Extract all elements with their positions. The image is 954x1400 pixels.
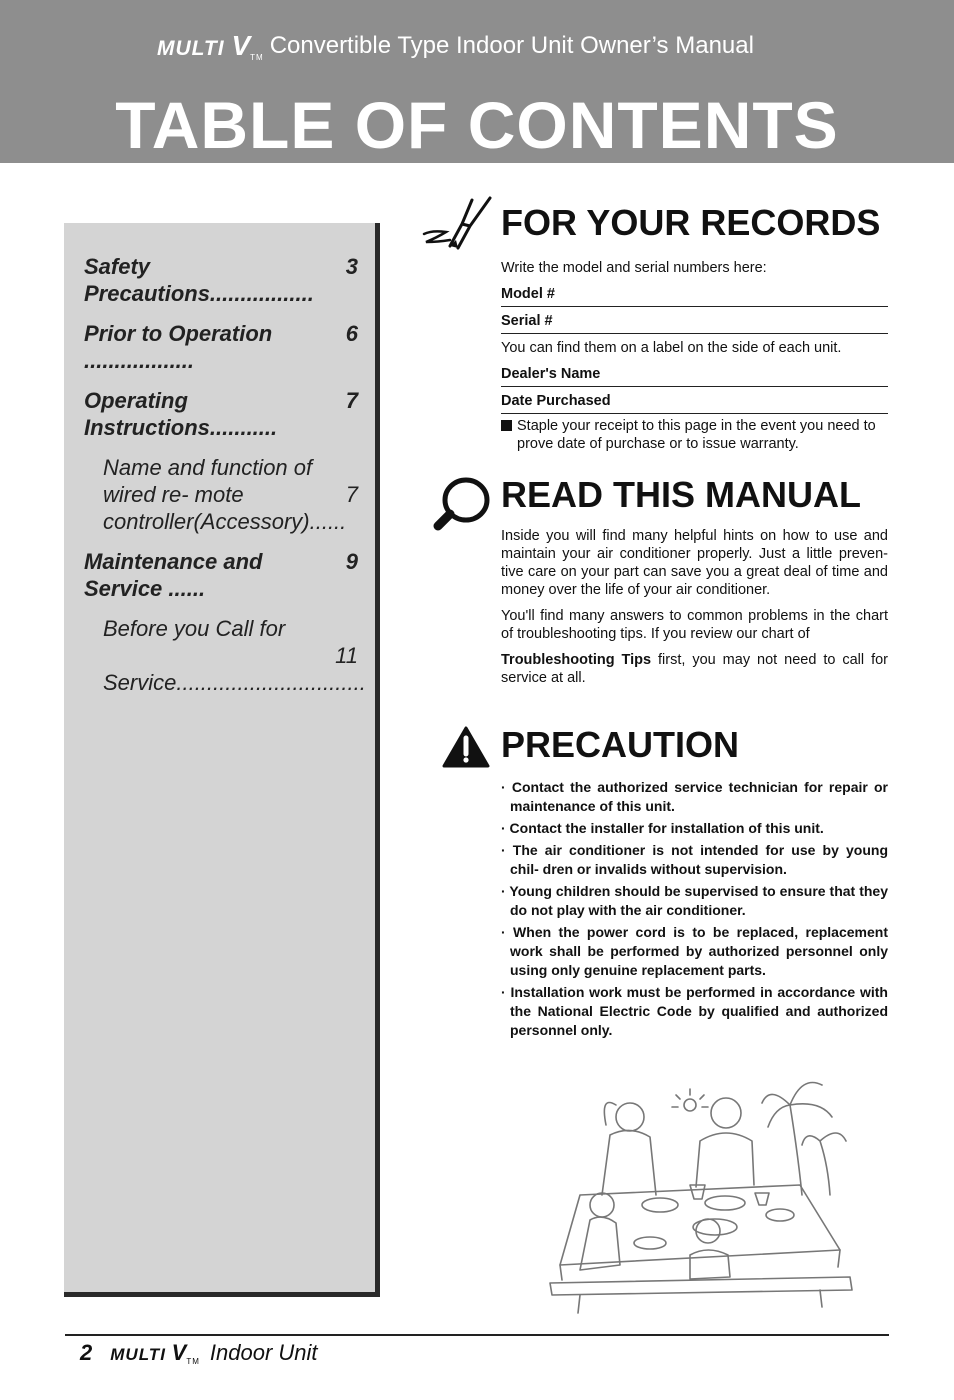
toc-page-number: 7: [345, 482, 358, 507]
toc-panel: [64, 223, 380, 1297]
precaution-item: · Contact the authorized service technician for repair or maintenance of this unit.: [501, 779, 888, 814]
footer-multi-v-logo: [110, 1340, 200, 1366]
toc-item-prior-to-operation[interactable]: [84, 320, 358, 374]
page-title: TABLE OF CONTENTS: [115, 88, 839, 162]
manual-subtitle-row: [157, 30, 754, 62]
footer-logo-brand: MULTI: [110, 1345, 166, 1364]
manual-paragraph-1: Inside you will find many helpful hints on how to use and maintain your air conditioner properly. Just a little preven- tive care on your part can save you a great deal of time and money over the life of your air conditioner.: [501, 528, 888, 598]
label-note: You can find them on a label on the side of each unit.: [501, 340, 842, 356]
precaution-item: · Contact the installer for installation of this unit.: [501, 820, 824, 836]
warning-triangle-icon: [420, 724, 492, 788]
records-intro: Write the model and serial numbers here:: [501, 260, 767, 276]
precaution-item: · Young children should be supervised to ensure that they do not play with the air conditioner.: [501, 883, 888, 918]
page-footer: [80, 1338, 318, 1368]
precaution-item: · Installation work must be performed in accordance with the National Electric Code by qualified and authorized personnel only.: [501, 984, 888, 1038]
footer-label: Indoor Unit: [209, 1340, 318, 1365]
toc-page-number: 3: [345, 254, 358, 279]
toc-item-safety-precautions[interactable]: [84, 253, 358, 307]
toc-label: Prior to Operation ..................: [84, 321, 273, 373]
receipt-note: [501, 414, 888, 453]
logo-brand: MULTI: [157, 37, 225, 60]
toc-label: Maintenance and Service ......: [84, 549, 263, 601]
toc-label: Safety Precautions.................: [84, 254, 314, 306]
footer-logo-tm: TM: [186, 1357, 200, 1366]
records-body: [501, 254, 888, 453]
multi-v-logo: [157, 30, 264, 62]
manual-paragraph-3-rest: first, you may not need to call for service at all.: [501, 652, 888, 686]
manual-subtitle: Convertible Type Indoor Unit Owner’s Manual: [269, 32, 754, 59]
toc-label: Operating Instructions...........: [84, 388, 278, 440]
records-title: FOR YOUR RECORDS: [501, 202, 881, 243]
troubleshooting-tips-emphasis: Troubleshooting Tips: [501, 652, 652, 668]
precaution-title: PRECAUTION: [501, 724, 740, 765]
dealer-name-field[interactable]: Dealer's Name: [501, 360, 888, 387]
date-purchased-field[interactable]: Date Purchased: [501, 387, 888, 414]
toc-label: Name and function of wired re- mote controller(Accessory)......: [103, 455, 347, 534]
toc-label: Before you Call for Service...............................: [103, 616, 366, 695]
toc-page-number: 6: [345, 321, 358, 346]
toc-item-before-you-call[interactable]: [84, 615, 366, 696]
family-picnic-illustration: [540, 1045, 860, 1315]
toc-item-operating-instructions[interactable]: [84, 387, 358, 441]
toc-page-number: 11: [335, 643, 358, 668]
manual-title: READ THIS MANUAL: [501, 474, 861, 515]
manual-body: [501, 527, 888, 695]
precaution-body: [501, 778, 888, 1043]
pen-icon: [420, 190, 492, 254]
manual-paragraph-2: You'll find many answers to common problems in the chart of troubleshooting tips. If you review our chart of: [501, 608, 888, 642]
footer-logo-mark: V: [171, 1340, 187, 1365]
toc-item-maintenance-and-service[interactable]: [84, 548, 358, 602]
model-number-field[interactable]: Model #: [501, 280, 888, 307]
magnifier-icon: [420, 474, 492, 538]
serial-number-field[interactable]: Serial #: [501, 307, 888, 334]
logo-tm: TM: [250, 53, 264, 62]
precaution-item: · The air conditioner is not intended for use by young chil- dren or invalids without supervision.: [501, 842, 888, 877]
footer-rule: [65, 1334, 889, 1336]
square-bullet-icon: [501, 420, 512, 431]
receipt-note-text: Staple your receipt to this page in the event you need to prove date of purchase or to issue warranty.: [517, 418, 876, 452]
toc-item-wired-remote-controller[interactable]: [84, 454, 358, 535]
manual-paragraph-3: [501, 651, 888, 687]
toc-list: [84, 253, 366, 709]
toc-page-number: 7: [345, 388, 358, 413]
precaution-list: [501, 778, 888, 1040]
precaution-item: · When the power cord is to be replaced, replacement work shall be performed by authorized personnel only using only genuine replacement parts.: [501, 924, 888, 978]
header-banner: [0, 0, 954, 163]
logo-mark: V: [231, 30, 251, 61]
toc-page-number: 9: [345, 549, 358, 574]
page-number: 2: [80, 1340, 93, 1365]
